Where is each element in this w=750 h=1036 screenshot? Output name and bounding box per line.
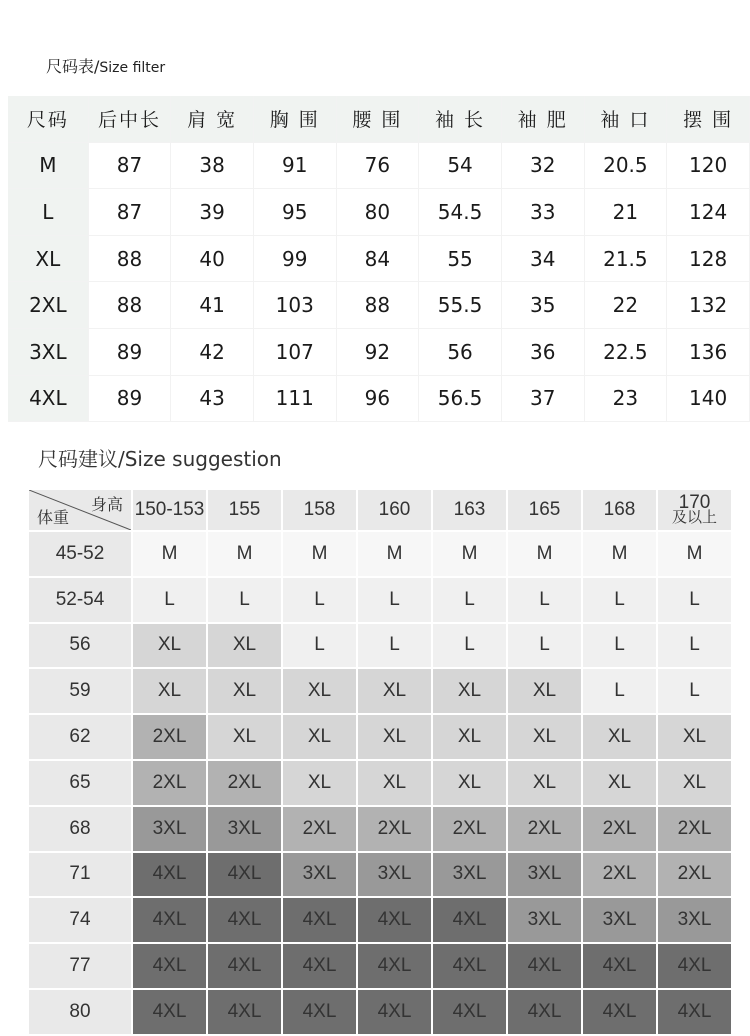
suggested-size-cell: 2XL: [132, 760, 207, 806]
suggested-size-cell: 4XL: [132, 989, 207, 1035]
height-header-cell: 163: [432, 490, 507, 531]
weight-cell: 65: [29, 760, 132, 806]
size-table-value-cell: 92: [336, 328, 419, 375]
suggestion-row: [29, 531, 732, 577]
suggestion-row: [29, 668, 732, 714]
size-table-header-cell: 袖 口: [584, 96, 667, 142]
height-last-sub: 及以上: [671, 509, 717, 526]
suggested-size-cell: 2XL: [657, 806, 732, 852]
suggested-size-cell: L: [657, 668, 732, 714]
suggested-size-cell: L: [657, 577, 732, 623]
size-table-value-cell: 41: [171, 282, 254, 329]
suggestion-row: [29, 897, 732, 943]
suggested-size-cell: L: [282, 577, 357, 623]
suggested-size-cell: 4XL: [282, 989, 357, 1035]
size-table-value-cell: 87: [88, 189, 171, 236]
suggested-size-cell: XL: [507, 714, 582, 760]
suggested-size-cell: 4XL: [582, 943, 657, 989]
size-table-value-cell: 21: [584, 189, 667, 236]
suggested-size-cell: 4XL: [132, 852, 207, 898]
size-table-value-cell: 111: [253, 375, 336, 422]
size-table-value-cell: 35: [501, 282, 584, 329]
suggested-size-cell: XL: [282, 714, 357, 760]
suggested-size-cell: 3XL: [507, 897, 582, 943]
suggested-size-cell: 2XL: [282, 806, 357, 852]
size-table-value-cell: 120: [667, 142, 750, 189]
size-table-value-cell: 88: [88, 235, 171, 282]
size-table-value-cell: 87: [88, 142, 171, 189]
size-table-header-cell: 摆 围: [667, 96, 750, 142]
size-table-value-cell: 54: [419, 142, 502, 189]
suggested-size-cell: 4XL: [657, 943, 732, 989]
suggestion-row: [29, 577, 732, 623]
suggested-size-cell: 4XL: [432, 943, 507, 989]
suggested-size-cell: L: [507, 577, 582, 623]
size-table-value-cell: 20.5: [584, 142, 667, 189]
suggested-size-cell: 4XL: [207, 989, 282, 1035]
height-header-cell: 155: [207, 490, 282, 531]
size-table-value-cell: 22.5: [584, 328, 667, 375]
corner-height-label: 身高: [90, 497, 123, 514]
suggested-size-cell: 3XL: [507, 852, 582, 898]
suggested-size-cell: 3XL: [432, 852, 507, 898]
suggested-size-cell: L: [582, 577, 657, 623]
size-table-header-cell: 肩 宽: [171, 96, 254, 142]
suggested-size-cell: L: [432, 623, 507, 669]
size-table-size-cell: XL: [8, 235, 88, 282]
size-table-value-cell: 89: [88, 328, 171, 375]
weight-cell: 59: [29, 668, 132, 714]
size-table-row: [8, 235, 750, 282]
size-table-title-cn: 尺码表/: [46, 57, 100, 76]
suggested-size-cell: L: [132, 577, 207, 623]
suggested-size-cell: 2XL: [657, 852, 732, 898]
size-table-header-cell: 腰 围: [336, 96, 419, 142]
suggested-size-cell: L: [432, 577, 507, 623]
size-table-value-cell: 76: [336, 142, 419, 189]
size-table-size-cell: 4XL: [8, 375, 88, 422]
height-header-cell: 160: [357, 490, 432, 531]
suggested-size-cell: 4XL: [432, 989, 507, 1035]
suggested-size-cell: XL: [207, 668, 282, 714]
corner-cell: [29, 490, 132, 531]
height-last-value: 170: [678, 492, 711, 513]
size-table-value-cell: 95: [253, 189, 336, 236]
size-table-value-cell: 128: [667, 235, 750, 282]
size-table-header-cell: 袖 长: [419, 96, 502, 142]
suggested-size-cell: 4XL: [582, 989, 657, 1035]
suggested-size-cell: 4XL: [657, 989, 732, 1035]
suggested-size-cell: L: [357, 577, 432, 623]
size-table-header-cell: 袖 肥: [501, 96, 584, 142]
suggested-size-cell: 2XL: [357, 806, 432, 852]
size-table-value-cell: 99: [253, 235, 336, 282]
suggested-size-cell: L: [582, 623, 657, 669]
suggested-size-cell: XL: [357, 714, 432, 760]
size-table-value-cell: 55.5: [419, 282, 502, 329]
size-table-header-cell: 后中长: [88, 96, 171, 142]
suggested-size-cell: L: [282, 623, 357, 669]
suggested-size-cell: 4XL: [132, 943, 207, 989]
size-table: [8, 96, 750, 422]
suggested-size-cell: M: [207, 531, 282, 577]
suggested-size-cell: M: [582, 531, 657, 577]
suggested-size-cell: 4XL: [507, 943, 582, 989]
size-table-row: [8, 328, 750, 375]
weight-cell: 68: [29, 806, 132, 852]
suggested-size-cell: 3XL: [657, 897, 732, 943]
suggested-size-cell: L: [507, 623, 582, 669]
size-table-value-cell: 32: [501, 142, 584, 189]
suggestion-row: [29, 760, 732, 806]
suggested-size-cell: 4XL: [207, 943, 282, 989]
size-table-row: [8, 189, 750, 236]
height-header-cell: 150-153: [132, 490, 207, 531]
suggested-size-cell: XL: [432, 760, 507, 806]
suggested-size-cell: 2XL: [507, 806, 582, 852]
size-table-value-cell: 38: [171, 142, 254, 189]
size-table-value-cell: 91: [253, 142, 336, 189]
size-suggestion-table: [29, 490, 733, 1036]
size-table-value-cell: 107: [253, 328, 336, 375]
suggested-size-cell: 2XL: [207, 760, 282, 806]
suggested-size-cell: 2XL: [432, 806, 507, 852]
suggested-size-cell: XL: [207, 714, 282, 760]
suggested-size-cell: 4XL: [132, 897, 207, 943]
size-table-header-row: [8, 96, 750, 142]
suggested-size-cell: 4XL: [357, 989, 432, 1035]
size-table-value-cell: 21.5: [584, 235, 667, 282]
suggested-size-cell: L: [582, 668, 657, 714]
suggested-size-cell: M: [432, 531, 507, 577]
suggested-size-cell: XL: [432, 714, 507, 760]
suggested-size-cell: 4XL: [282, 943, 357, 989]
suggestion-header-row: [29, 490, 732, 531]
suggested-size-cell: XL: [657, 714, 732, 760]
size-table-size-cell: 3XL: [8, 328, 88, 375]
size-table-value-cell: 88: [88, 282, 171, 329]
size-table-value-cell: 36: [501, 328, 584, 375]
size-table-value-cell: 140: [667, 375, 750, 422]
suggested-size-cell: XL: [132, 668, 207, 714]
weight-cell: 52-54: [29, 577, 132, 623]
size-table-value-cell: 84: [336, 235, 419, 282]
suggested-size-cell: 4XL: [282, 897, 357, 943]
suggested-size-cell: 2XL: [582, 852, 657, 898]
height-header-cell-last: [657, 490, 732, 531]
size-table-value-cell: 55: [419, 235, 502, 282]
suggested-size-cell: 4XL: [507, 989, 582, 1035]
weight-cell: 45-52: [29, 531, 132, 577]
suggestion-row: [29, 623, 732, 669]
size-table-value-cell: 43: [171, 375, 254, 422]
suggested-size-cell: 3XL: [357, 852, 432, 898]
size-table-value-cell: 56: [419, 328, 502, 375]
suggested-size-cell: XL: [507, 668, 582, 714]
size-table-value-cell: 42: [171, 328, 254, 375]
suggested-size-cell: 2XL: [582, 806, 657, 852]
suggested-size-cell: 3XL: [282, 852, 357, 898]
suggested-size-cell: XL: [657, 760, 732, 806]
size-table-value-cell: 56.5: [419, 375, 502, 422]
suggested-size-cell: XL: [507, 760, 582, 806]
size-table-value-cell: 136: [667, 328, 750, 375]
size-table-value-cell: 37: [501, 375, 584, 422]
suggested-size-cell: 4XL: [207, 897, 282, 943]
size-table-value-cell: 80: [336, 189, 419, 236]
height-header-cell: 158: [282, 490, 357, 531]
weight-cell: 71: [29, 852, 132, 898]
size-table-value-cell: 96: [336, 375, 419, 422]
suggested-size-cell: 4XL: [207, 852, 282, 898]
size-table-size-cell: M: [8, 142, 88, 189]
size-table-value-cell: 33: [501, 189, 584, 236]
height-header-cell: 168: [582, 490, 657, 531]
suggestion-row: [29, 806, 732, 852]
size-table-size-cell: 2XL: [8, 282, 88, 329]
suggested-size-cell: M: [132, 531, 207, 577]
size-table-value-cell: 23: [584, 375, 667, 422]
suggested-size-cell: L: [357, 623, 432, 669]
suggested-size-cell: XL: [432, 668, 507, 714]
size-table-value-cell: 39: [171, 189, 254, 236]
size-table-value-cell: 54.5: [419, 189, 502, 236]
size-table-header-cell: 尺码: [8, 96, 88, 142]
size-suggestion-title: 尺码建议/Size suggestion: [38, 447, 282, 471]
suggested-size-cell: M: [657, 531, 732, 577]
suggestion-row: [29, 989, 732, 1035]
suggested-size-cell: 4XL: [357, 943, 432, 989]
size-table-header-cell: 胸 围: [253, 96, 336, 142]
suggested-size-cell: XL: [582, 760, 657, 806]
size-table-size-cell: L: [8, 189, 88, 236]
suggested-size-cell: XL: [132, 623, 207, 669]
suggested-size-cell: L: [657, 623, 732, 669]
size-table-value-cell: 132: [667, 282, 750, 329]
suggestion-row: [29, 714, 732, 760]
weight-cell: 62: [29, 714, 132, 760]
size-table-value-cell: 124: [667, 189, 750, 236]
suggested-size-cell: XL: [282, 668, 357, 714]
height-header-cell: 165: [507, 490, 582, 531]
weight-cell: 77: [29, 943, 132, 989]
suggested-size-cell: XL: [207, 623, 282, 669]
suggested-size-cell: XL: [357, 668, 432, 714]
suggested-size-cell: M: [357, 531, 432, 577]
weight-cell: 56: [29, 623, 132, 669]
size-table-row: [8, 282, 750, 329]
size-table-value-cell: 103: [253, 282, 336, 329]
suggested-size-cell: 4XL: [432, 897, 507, 943]
size-table-value-cell: 22: [584, 282, 667, 329]
corner-weight-label: 体重: [37, 510, 70, 527]
size-table-title: [46, 54, 165, 77]
suggested-size-cell: 2XL: [132, 714, 207, 760]
suggestion-row: [29, 852, 732, 898]
size-table-row: [8, 142, 750, 189]
weight-cell: 74: [29, 897, 132, 943]
suggested-size-cell: 3XL: [132, 806, 207, 852]
size-table-value-cell: 88: [336, 282, 419, 329]
suggested-size-cell: M: [282, 531, 357, 577]
suggested-size-cell: M: [507, 531, 582, 577]
size-table-value-cell: 40: [171, 235, 254, 282]
suggested-size-cell: L: [207, 577, 282, 623]
size-table-value-cell: 89: [88, 375, 171, 422]
suggested-size-cell: XL: [357, 760, 432, 806]
suggested-size-cell: XL: [282, 760, 357, 806]
weight-cell: 80: [29, 989, 132, 1035]
size-table-value-cell: 34: [501, 235, 584, 282]
suggested-size-cell: 3XL: [207, 806, 282, 852]
suggested-size-cell: XL: [582, 714, 657, 760]
suggestion-row: [29, 943, 732, 989]
size-table-row: [8, 375, 750, 422]
size-table-title-en: Size filter: [99, 60, 166, 76]
suggested-size-cell: 4XL: [357, 897, 432, 943]
suggested-size-cell: 3XL: [582, 897, 657, 943]
